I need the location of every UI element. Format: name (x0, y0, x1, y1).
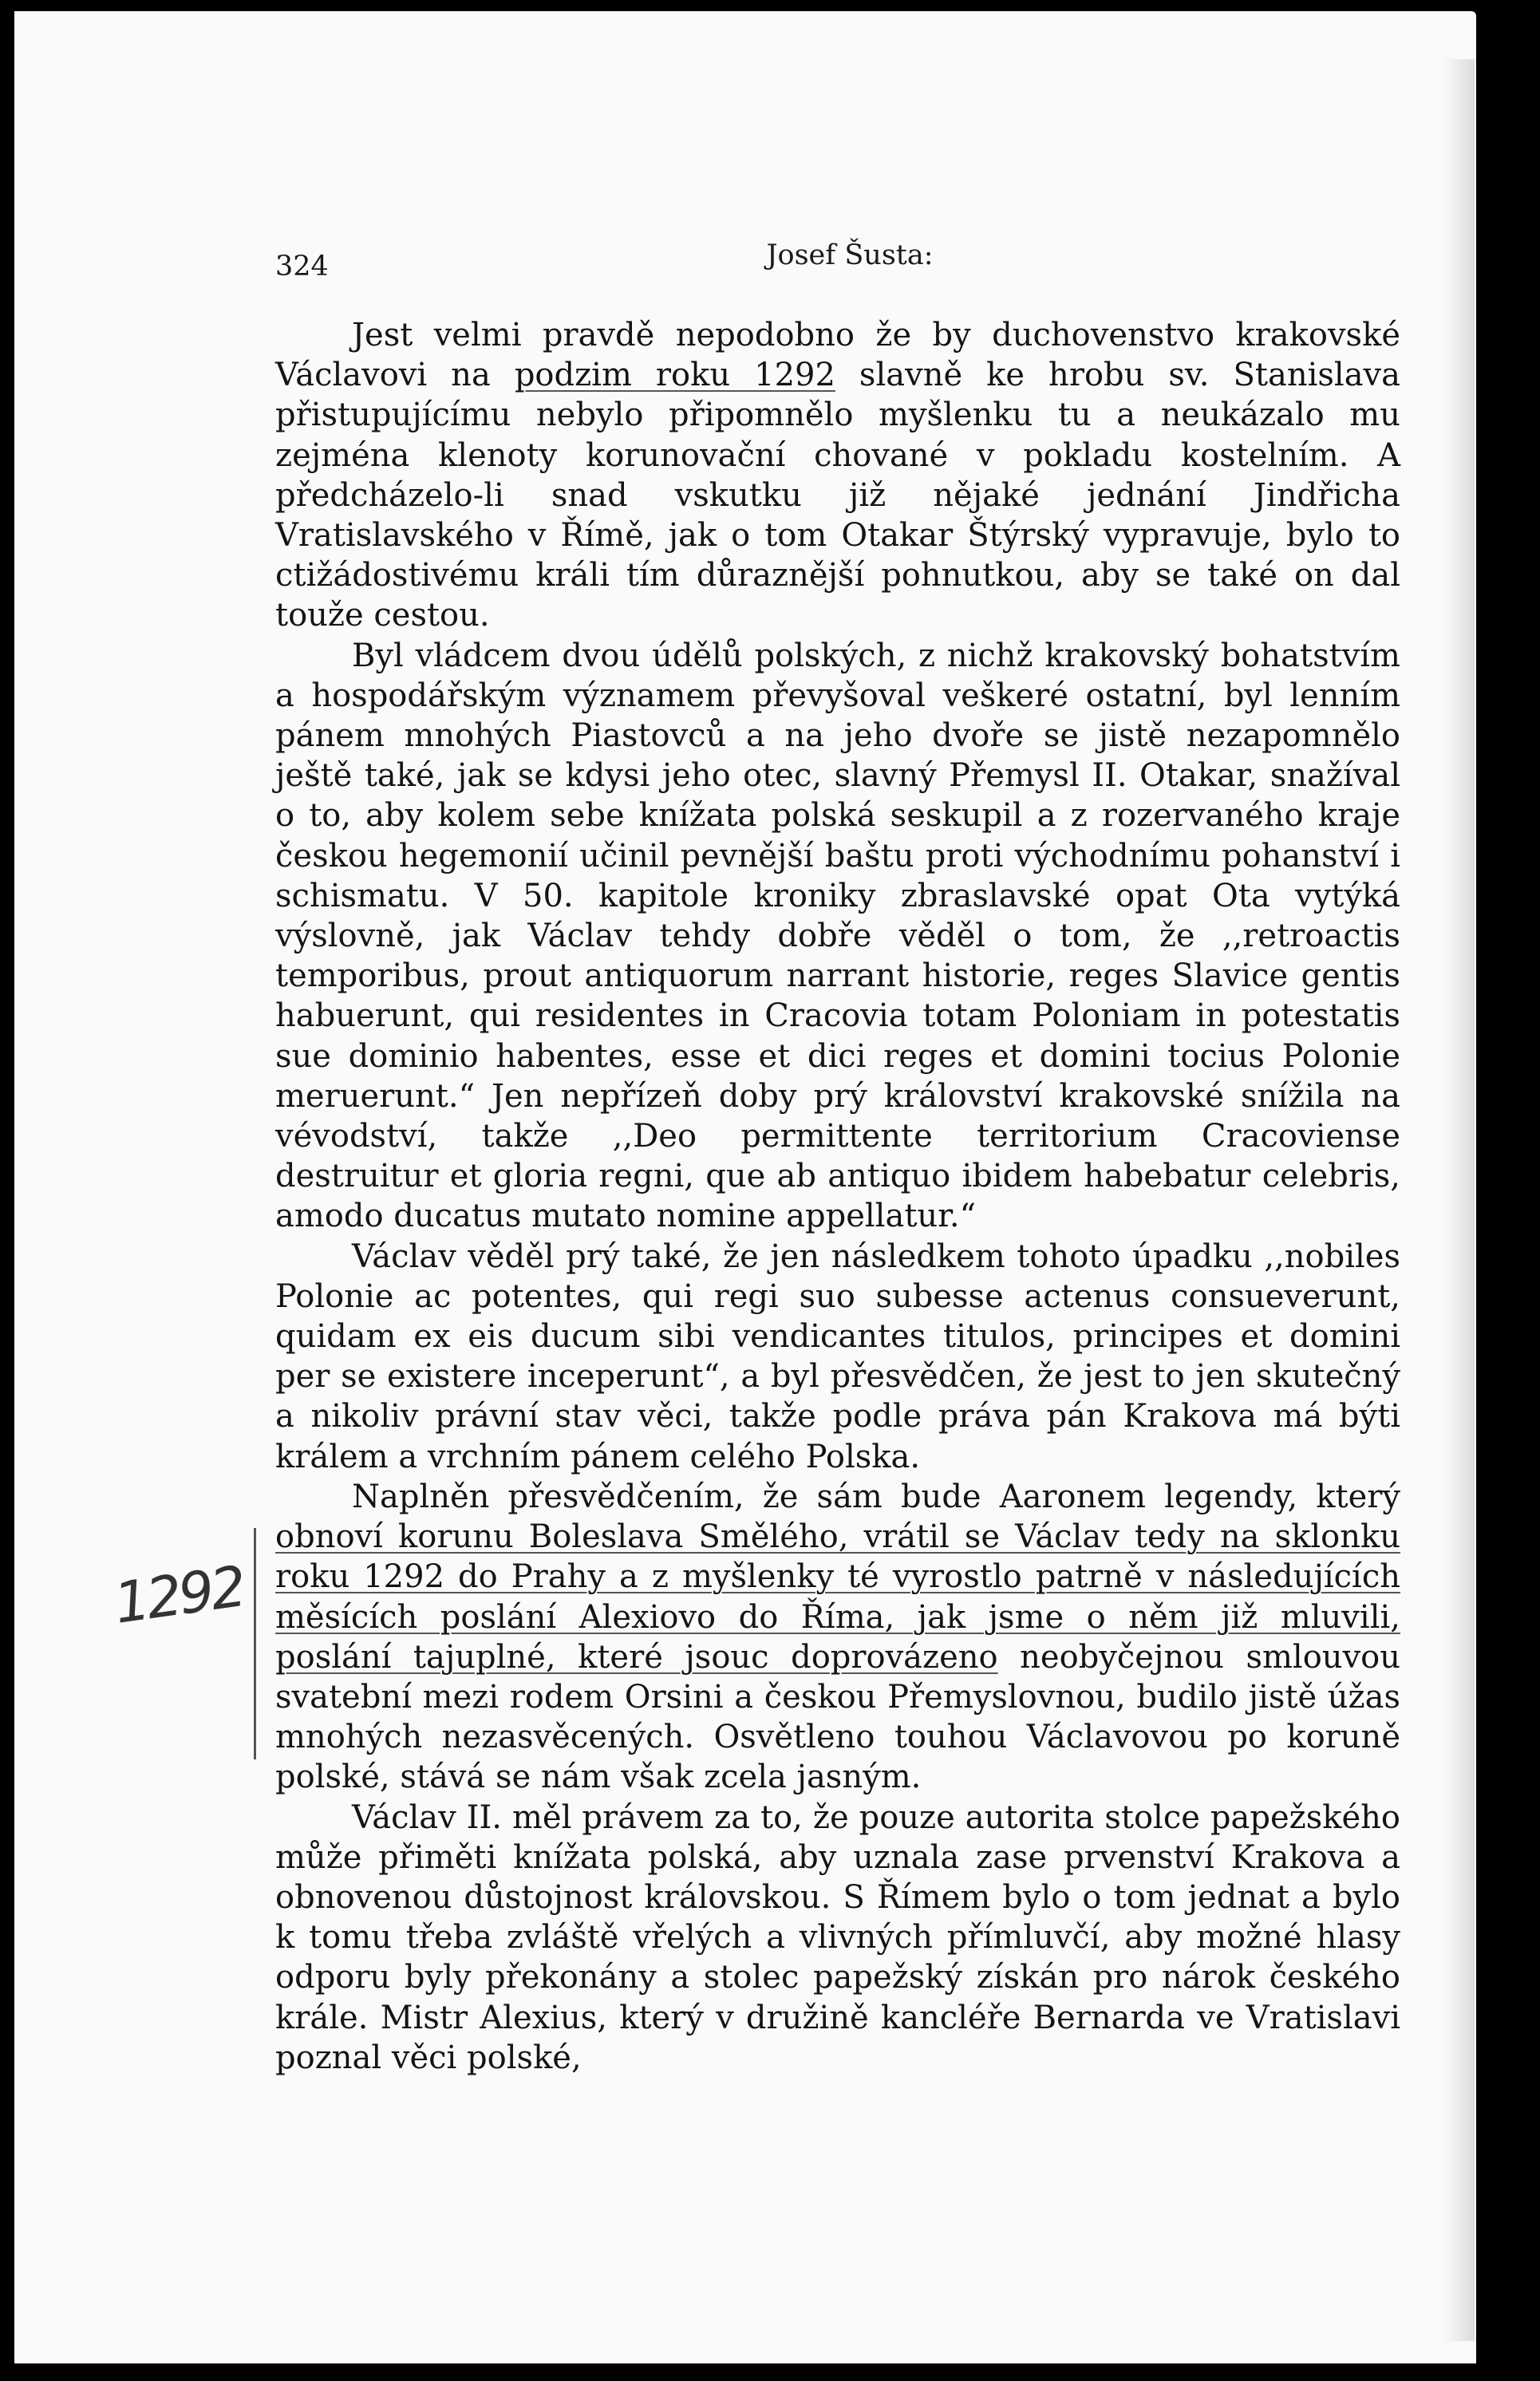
margin-bracket-line (254, 1528, 256, 1759)
page-header (275, 239, 1424, 287)
page-number: 324 (275, 251, 329, 282)
paragraph-4: Naplněn přesvědčením, že sám bude Aaronem legendy, který obnoví korunu Boleslava Smělého, vrátil se Václav tedy na sklonku roku 1292 do Prahy a z myšlenky té vyrostlo patrně v následujících měsících poslání Alexiovo do Říma, jak jsme o něm již mluvili, poslání tajuplné, které jsouc doprovázeno neobyčejnou smlouvou svatební mezi rodem Orsini a českou Přemyslovnou, budilo jistě úžas mnohých nezasvěcených. Osvětleno touhou Václavovou po koruně polské, stává se nám však zcela jasným. (275, 1478, 1401, 1796)
body-text (275, 315, 1400, 2078)
paragraph-5: Václav II. měl právem za to, že pouze autorita stolce papežského může přiměti knížata polská, aby uznala zase prvenství Krakova a obnovenou důstojnost královskou. S Římem bylo o tom jednat a bylo k tomu třeba zvláště vřelých a vlivných přímluvčí, aby možné hlasy odporu byly překonány a stolec papežský získán pro nárok českého krále. Mistr Alexius, který v družině kancléře Bernarda ve Vratislavi poznal věci polské, (275, 1799, 1400, 2076)
handwritten-margin-note: 1292 (110, 1554, 248, 1637)
paragraph-3: Václav věděl prý také, že jen následkem tohoto úpadku ,,nobiles Polonie ac potentes, qui regi suo subesse actenus consueverunt, quidam ex eis ducum sibi vendicantes titulos, principes et domini per se existere inceperunt“, a byl přesvědčen, že jest to jen skutečný a nikoliv právní stav věci, takže podle práva pán Krakova má býti králem a vrchním pánem celého Polska. (275, 1238, 1400, 1475)
paragraph-1: Jest velmi pravdě nepodobno že by duchovenstvo krakovské Václavovi na podzim roku 1292 slavně ke hrobu sv. Stanislava přistupujícímu nebylo připomnělo myšlenku tu a neukázalo mu zejména klenoty korunovační chované v pokladu kostelním. A předcházelo-li snad vskutku již nějaké jednání Jindřicha Vratislavského v Římě, jak o tom Otakar Štýrský vypravuje, bylo to ctižádostivému králi tím důraznější pohnutkou, aby se také on dal touže cestou. (275, 317, 1400, 634)
paragraph-2: Byl vládcem dvou údělů polských, z nichž krakovský bohatstvím a hospodářským významem převyšoval veškeré ostatní, byl lenním pánem mnohých Piastovců a na jeho dvoře se jistě nezapomnělo ještě také, jak se kdysi jeho otec, slavný Přemysl II. Otakar, snažíval o to, aby kolem sebe knížata polská seskupil a z rozervaného kraje českou hegemonií učinil pevnější baštu proti východnímu pohanství i schismatu. V 50. kapitole kroniky zbraslavské opat Ota vytýká výslovně, jak Václav tehdy dobře věděl o tom, že ,,retroactis temporibus, prout antiquorum narrant historie, reges Slavice gentis habuerunt, qui residentes in Cracovia totam Poloniam in potestatis sue dominio habentes, esse et dici reges et domini tocius Polonie meruerunt.“ Jen nepřízeň doby prý království krakovské snížila na vévodství, takže ,,Deo permittente territorium Cracoviense destruitur et gloria regni, que ab antiquo ibidem habebatur celebris, amodo ducatus mutato nomine appellatur.“ (275, 637, 1400, 1235)
running-head: Josef Šusta: (766, 239, 934, 271)
scan-shadow (1443, 59, 1475, 2341)
